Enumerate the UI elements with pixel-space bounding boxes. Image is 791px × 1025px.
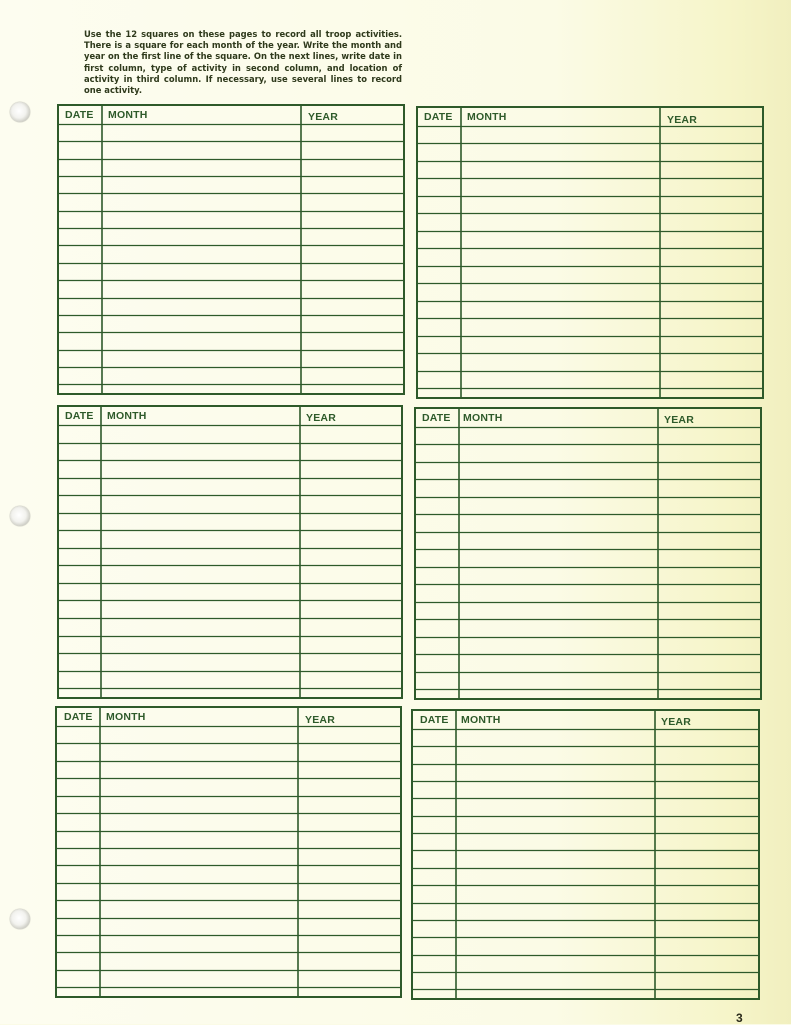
header-year: YEAR	[664, 414, 694, 426]
activity-grid-2[interactable]	[416, 106, 764, 399]
header-month: MONTH	[106, 711, 146, 723]
header-date: DATE	[420, 714, 449, 726]
page-number: 3	[736, 1011, 743, 1025]
grid-lines	[59, 407, 401, 697]
instructions-text: Use the 12 squares on these pages to record all troop activities. There is a square for each month of the year. Write the month and year on the first line of the square. On the next lines, write date in first column, type of activity in second column, and location of activity in third column. If necessary, use several lines to record one activity.	[84, 29, 402, 96]
header-month: MONTH	[108, 109, 148, 121]
punch-hole-bottom	[10, 909, 30, 929]
header-year: YEAR	[308, 111, 338, 123]
header-month: MONTH	[461, 714, 501, 726]
grid-lines	[59, 106, 403, 393]
activity-grid-3[interactable]	[57, 405, 403, 699]
bleed-through-title	[690, 48, 790, 88]
header-year: YEAR	[667, 114, 697, 126]
activity-grid-6[interactable]	[411, 709, 760, 1000]
grid-lines	[416, 409, 760, 698]
header-year: YEAR	[661, 716, 691, 728]
grid-lines	[57, 708, 400, 996]
header-date: DATE	[64, 711, 93, 723]
header-month: MONTH	[107, 410, 147, 422]
header-month: MONTH	[463, 412, 503, 424]
activity-grid-5[interactable]	[55, 706, 402, 998]
activity-grid-1[interactable]	[57, 104, 405, 395]
header-date: DATE	[65, 109, 94, 121]
grid-lines	[418, 108, 762, 397]
punch-hole-top	[10, 102, 30, 122]
punch-hole-middle	[10, 506, 30, 526]
activity-grid-4[interactable]	[414, 407, 762, 700]
header-date: DATE	[422, 412, 451, 424]
grid-lines	[413, 711, 758, 998]
header-date: DATE	[65, 410, 94, 422]
header-year: YEAR	[305, 714, 335, 726]
header-month: MONTH	[467, 111, 507, 123]
header-year: YEAR	[306, 412, 336, 424]
header-date: DATE	[424, 111, 453, 123]
